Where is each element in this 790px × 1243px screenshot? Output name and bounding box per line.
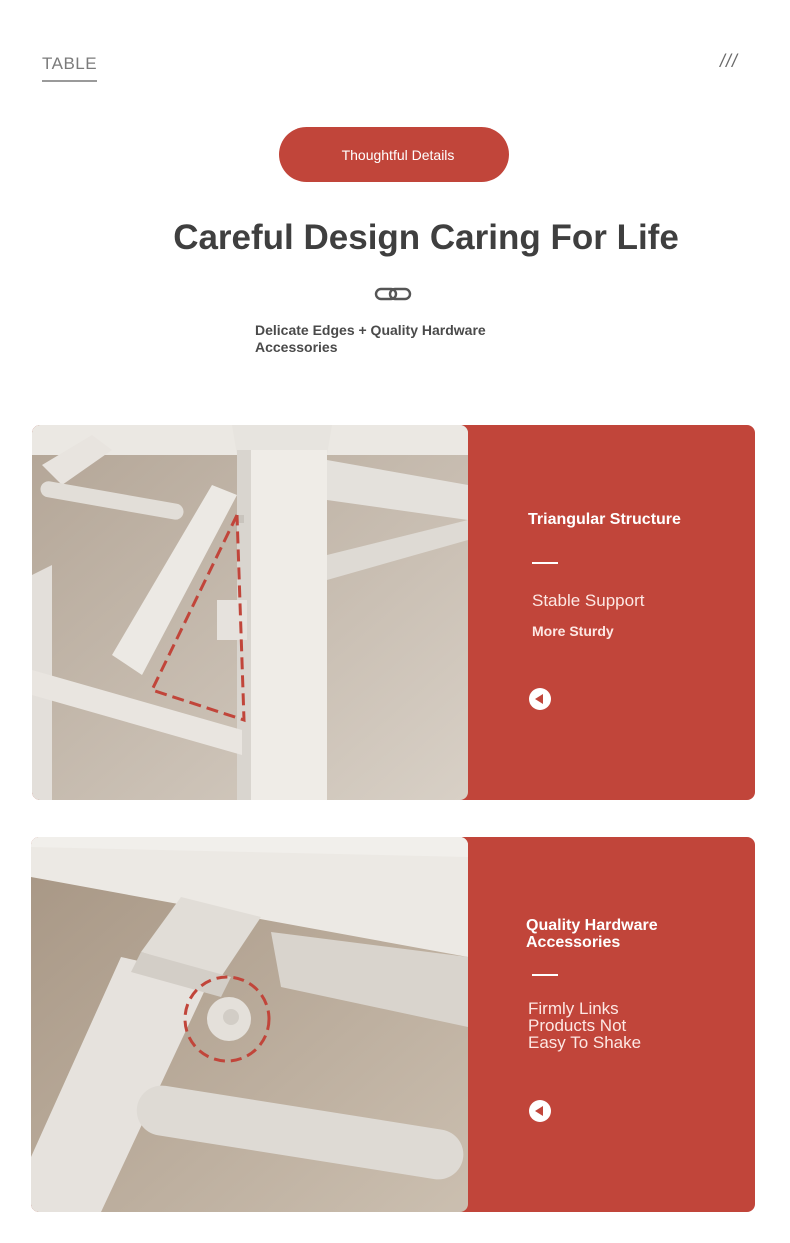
title-dash [532,562,558,564]
thoughtful-details-pill [279,127,509,182]
brand-label: TABLE [42,54,98,73]
brand-underline [42,80,97,82]
corner-mark: /// [720,51,739,71]
title-dash [532,974,558,976]
hardware-hinge-photo [31,837,468,1212]
arrow-left-icon[interactable] [529,688,551,710]
page-headline: Careful Design Caring For Life [173,218,679,257]
feature-subtitle: Stable Support [532,591,645,610]
pill-label: Thoughtful Details [341,146,455,163]
link-icon [374,285,412,303]
feature-card-hardware [31,837,755,1212]
arrow-left-icon[interactable] [529,1100,551,1122]
hero-subline: Delicate Edges + Quality Hardware Accessories [255,322,486,355]
feature-title: Quality Hardware Accessories [526,917,658,951]
feature-card-triangular [32,425,755,800]
feature-note: More Sturdy [532,623,614,639]
triangular-structure-photo [32,425,468,800]
feature-title: Triangular Structure [528,511,681,528]
feature-subtitle: Firmly Links Products Not Easy To Shake [528,999,642,1052]
